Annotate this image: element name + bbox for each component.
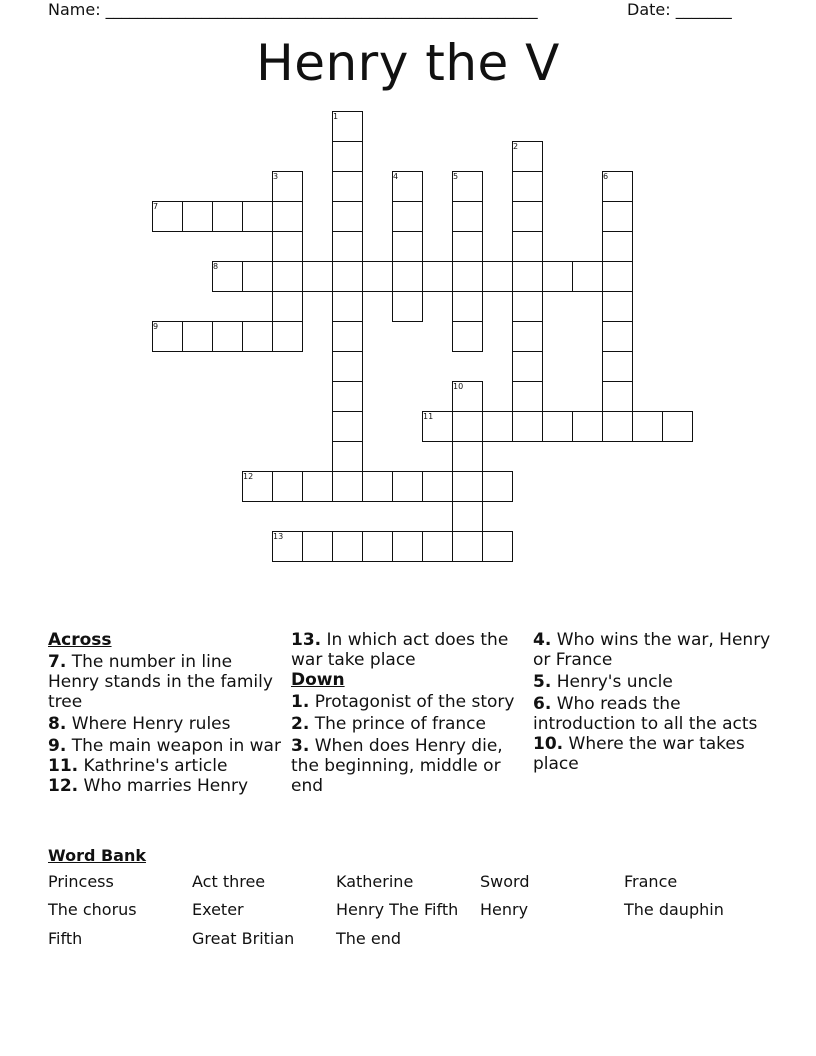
grid-cell[interactable] xyxy=(482,471,513,502)
grid-cell[interactable] xyxy=(332,231,363,262)
grid-cell[interactable] xyxy=(452,441,483,472)
down-heading: Down xyxy=(291,670,345,690)
grid-cell[interactable] xyxy=(302,261,333,292)
grid-cell[interactable] xyxy=(602,291,633,322)
word-bank-item: Katherine xyxy=(336,872,414,891)
grid-cell[interactable] xyxy=(452,411,483,442)
clue-number-label: 13 xyxy=(273,532,284,541)
word-bank-item: Henry The Fifth xyxy=(336,900,459,919)
clue-text: Protagonist of the story xyxy=(314,692,515,712)
clues-column-3 xyxy=(533,630,773,774)
grid-cell[interactable] xyxy=(452,261,483,292)
clue-number: 1. xyxy=(291,692,310,712)
clue-text: Where Henry rules xyxy=(71,714,231,734)
grid-cell[interactable] xyxy=(332,171,363,202)
grid-cell[interactable] xyxy=(392,471,423,502)
grid-cell[interactable] xyxy=(602,381,633,412)
grid-cell[interactable] xyxy=(392,261,423,292)
across-clue xyxy=(48,652,286,712)
clue-text: In which act does the war take place xyxy=(291,630,509,670)
grid-cell[interactable] xyxy=(452,531,483,562)
across-heading: Across xyxy=(48,630,112,650)
grid-cell[interactable] xyxy=(212,201,243,232)
grid-cell[interactable] xyxy=(602,261,633,292)
grid-cell[interactable] xyxy=(542,261,573,292)
across-clue xyxy=(291,630,523,670)
grid-cell[interactable] xyxy=(602,351,633,382)
grid-cell[interactable] xyxy=(512,411,543,442)
grid-cell[interactable] xyxy=(392,531,423,562)
word-bank-item: Act three xyxy=(192,872,266,891)
clue-number: 2. xyxy=(291,714,310,734)
down-clue xyxy=(533,694,773,734)
clue-number: 6. xyxy=(533,694,552,714)
clue-text: Who reads the introduction to all the acts xyxy=(533,694,758,734)
word-bank-item: The chorus xyxy=(48,900,137,919)
clue-number-label: 6 xyxy=(603,172,609,181)
word-bank-item: Henry xyxy=(480,900,529,919)
clue-number-label: 11 xyxy=(423,412,434,421)
grid-cell[interactable] xyxy=(272,471,303,502)
grid-cell[interactable] xyxy=(362,531,393,562)
grid-cell[interactable] xyxy=(332,531,363,562)
clue-text: The prince of france xyxy=(314,714,486,734)
grid-cell[interactable] xyxy=(332,441,363,472)
grid-cell[interactable] xyxy=(512,261,543,292)
grid-cell[interactable] xyxy=(632,411,663,442)
down-clue xyxy=(533,630,773,670)
clue-number-label: 3 xyxy=(273,172,279,181)
down-clue xyxy=(291,692,523,712)
grid-cell[interactable] xyxy=(602,321,633,352)
grid-cell[interactable] xyxy=(422,471,453,502)
grid-cell[interactable] xyxy=(512,171,543,202)
grid-cell[interactable] xyxy=(242,261,273,292)
clue-number: 5. xyxy=(533,672,552,692)
grid-cell[interactable] xyxy=(452,501,483,532)
clue-number-label: 9 xyxy=(153,322,159,331)
grid-cell[interactable] xyxy=(392,231,423,262)
grid-cell[interactable] xyxy=(362,471,393,502)
word-bank-item: Sword xyxy=(480,872,530,891)
grid-cell[interactable] xyxy=(332,291,363,322)
clue-number: 12. xyxy=(48,776,79,796)
clue-number-label: 10 xyxy=(453,382,464,391)
down-clue xyxy=(533,734,773,774)
grid-cell[interactable] xyxy=(392,201,423,232)
clue-text: When does Henry die, the beginning, middle or end xyxy=(291,736,503,796)
grid-cell[interactable] xyxy=(452,321,483,352)
down-clue xyxy=(533,672,773,692)
grid-cell[interactable] xyxy=(332,261,363,292)
clue-number: 8. xyxy=(48,714,67,734)
grid-cell[interactable] xyxy=(272,201,303,232)
down-clue xyxy=(291,714,523,734)
grid-cell[interactable] xyxy=(512,201,543,232)
word-bank-item: France xyxy=(624,872,678,891)
clues-column-1 xyxy=(48,630,286,796)
clue-number: 9. xyxy=(48,736,67,756)
grid-cell[interactable] xyxy=(362,261,393,292)
grid-cell[interactable] xyxy=(512,381,543,412)
clue-number-label: 4 xyxy=(393,172,399,181)
grid-cell[interactable] xyxy=(452,231,483,262)
word-bank-item: Exeter xyxy=(192,900,244,919)
grid-cell[interactable] xyxy=(332,381,363,412)
page-title: Henry the V xyxy=(256,34,560,92)
clue-text: Henry's uncle xyxy=(556,672,673,692)
grid-cell[interactable] xyxy=(602,201,633,232)
grid-cell[interactable] xyxy=(572,261,603,292)
clues-column-2 xyxy=(291,630,523,796)
clue-text: Who wins the war, Henry or France xyxy=(533,630,771,670)
clue-text: Where the war takes place xyxy=(533,734,745,774)
grid-cell[interactable] xyxy=(512,351,543,382)
clue-number: 7. xyxy=(48,652,67,672)
clue-number: 3. xyxy=(291,736,310,756)
grid-cell[interactable] xyxy=(482,411,513,442)
grid-cell[interactable] xyxy=(512,291,543,322)
grid-cell[interactable] xyxy=(512,231,543,262)
grid-cell[interactable] xyxy=(512,321,543,352)
clue-number-label: 7 xyxy=(153,202,159,211)
clue-number-label: 1 xyxy=(333,112,339,121)
grid-cell[interactable] xyxy=(272,321,303,352)
grid-cell[interactable] xyxy=(212,321,243,352)
clue-text: The number in line Henry stands in the family tree xyxy=(48,652,273,712)
grid-cell[interactable] xyxy=(332,321,363,352)
clue-number: 13. xyxy=(291,630,322,650)
grid-cell[interactable] xyxy=(272,291,303,322)
grid-cell[interactable] xyxy=(302,531,333,562)
word-bank-item: Princess xyxy=(48,872,114,891)
grid-cell[interactable] xyxy=(542,411,573,442)
date-line: Date: _______ xyxy=(627,0,732,19)
across-clue xyxy=(48,714,286,734)
word-bank-item: The dauphin xyxy=(624,900,724,919)
grid-cell[interactable] xyxy=(332,411,363,442)
clue-number-label: 5 xyxy=(453,172,459,181)
grid-cell[interactable] xyxy=(602,411,633,442)
grid-cell[interactable] xyxy=(272,261,303,292)
clue-number-label: 8 xyxy=(213,262,219,271)
clue-text: Kathrine's article xyxy=(83,756,228,776)
grid-cell[interactable] xyxy=(392,291,423,322)
clue-number: 4. xyxy=(533,630,552,650)
across-clue xyxy=(48,776,286,796)
grid-cell[interactable] xyxy=(332,351,363,382)
word-bank-item: Fifth xyxy=(48,929,83,948)
grid-cell[interactable] xyxy=(332,141,363,172)
grid-cell[interactable] xyxy=(662,411,693,442)
grid-cell[interactable] xyxy=(482,261,513,292)
down-clue xyxy=(291,736,523,796)
clue-number: 11. xyxy=(48,756,79,776)
grid-cell[interactable] xyxy=(572,411,603,442)
name-line: Name: ______________________________________________________ xyxy=(48,0,538,19)
grid-cell[interactable] xyxy=(242,321,273,352)
grid-cell[interactable] xyxy=(602,231,633,262)
grid-cell[interactable] xyxy=(452,471,483,502)
grid-cell[interactable] xyxy=(182,321,213,352)
grid-cell[interactable] xyxy=(452,201,483,232)
word-bank-item: Great Britian xyxy=(192,929,295,948)
grid-cell[interactable] xyxy=(452,291,483,322)
clue-number-label: 12 xyxy=(243,472,254,481)
word-bank-item: The end xyxy=(336,929,401,948)
clue-text: Who marries Henry xyxy=(83,776,249,796)
grid-cell[interactable] xyxy=(242,201,273,232)
across-clue xyxy=(48,756,286,776)
grid-cell[interactable] xyxy=(182,201,213,232)
clue-number: 10. xyxy=(533,734,564,754)
word-bank-heading: Word Bank xyxy=(48,846,147,865)
grid-cell[interactable] xyxy=(482,531,513,562)
clue-text: The main weapon in war xyxy=(71,736,281,756)
grid-cell[interactable] xyxy=(422,531,453,562)
grid-cell[interactable] xyxy=(332,201,363,232)
clue-number-label: 2 xyxy=(513,142,519,151)
grid-cell[interactable] xyxy=(272,231,303,262)
grid-cell[interactable] xyxy=(302,471,333,502)
across-clue xyxy=(48,736,286,756)
grid-cell[interactable] xyxy=(332,471,363,502)
grid-cell[interactable] xyxy=(422,261,453,292)
